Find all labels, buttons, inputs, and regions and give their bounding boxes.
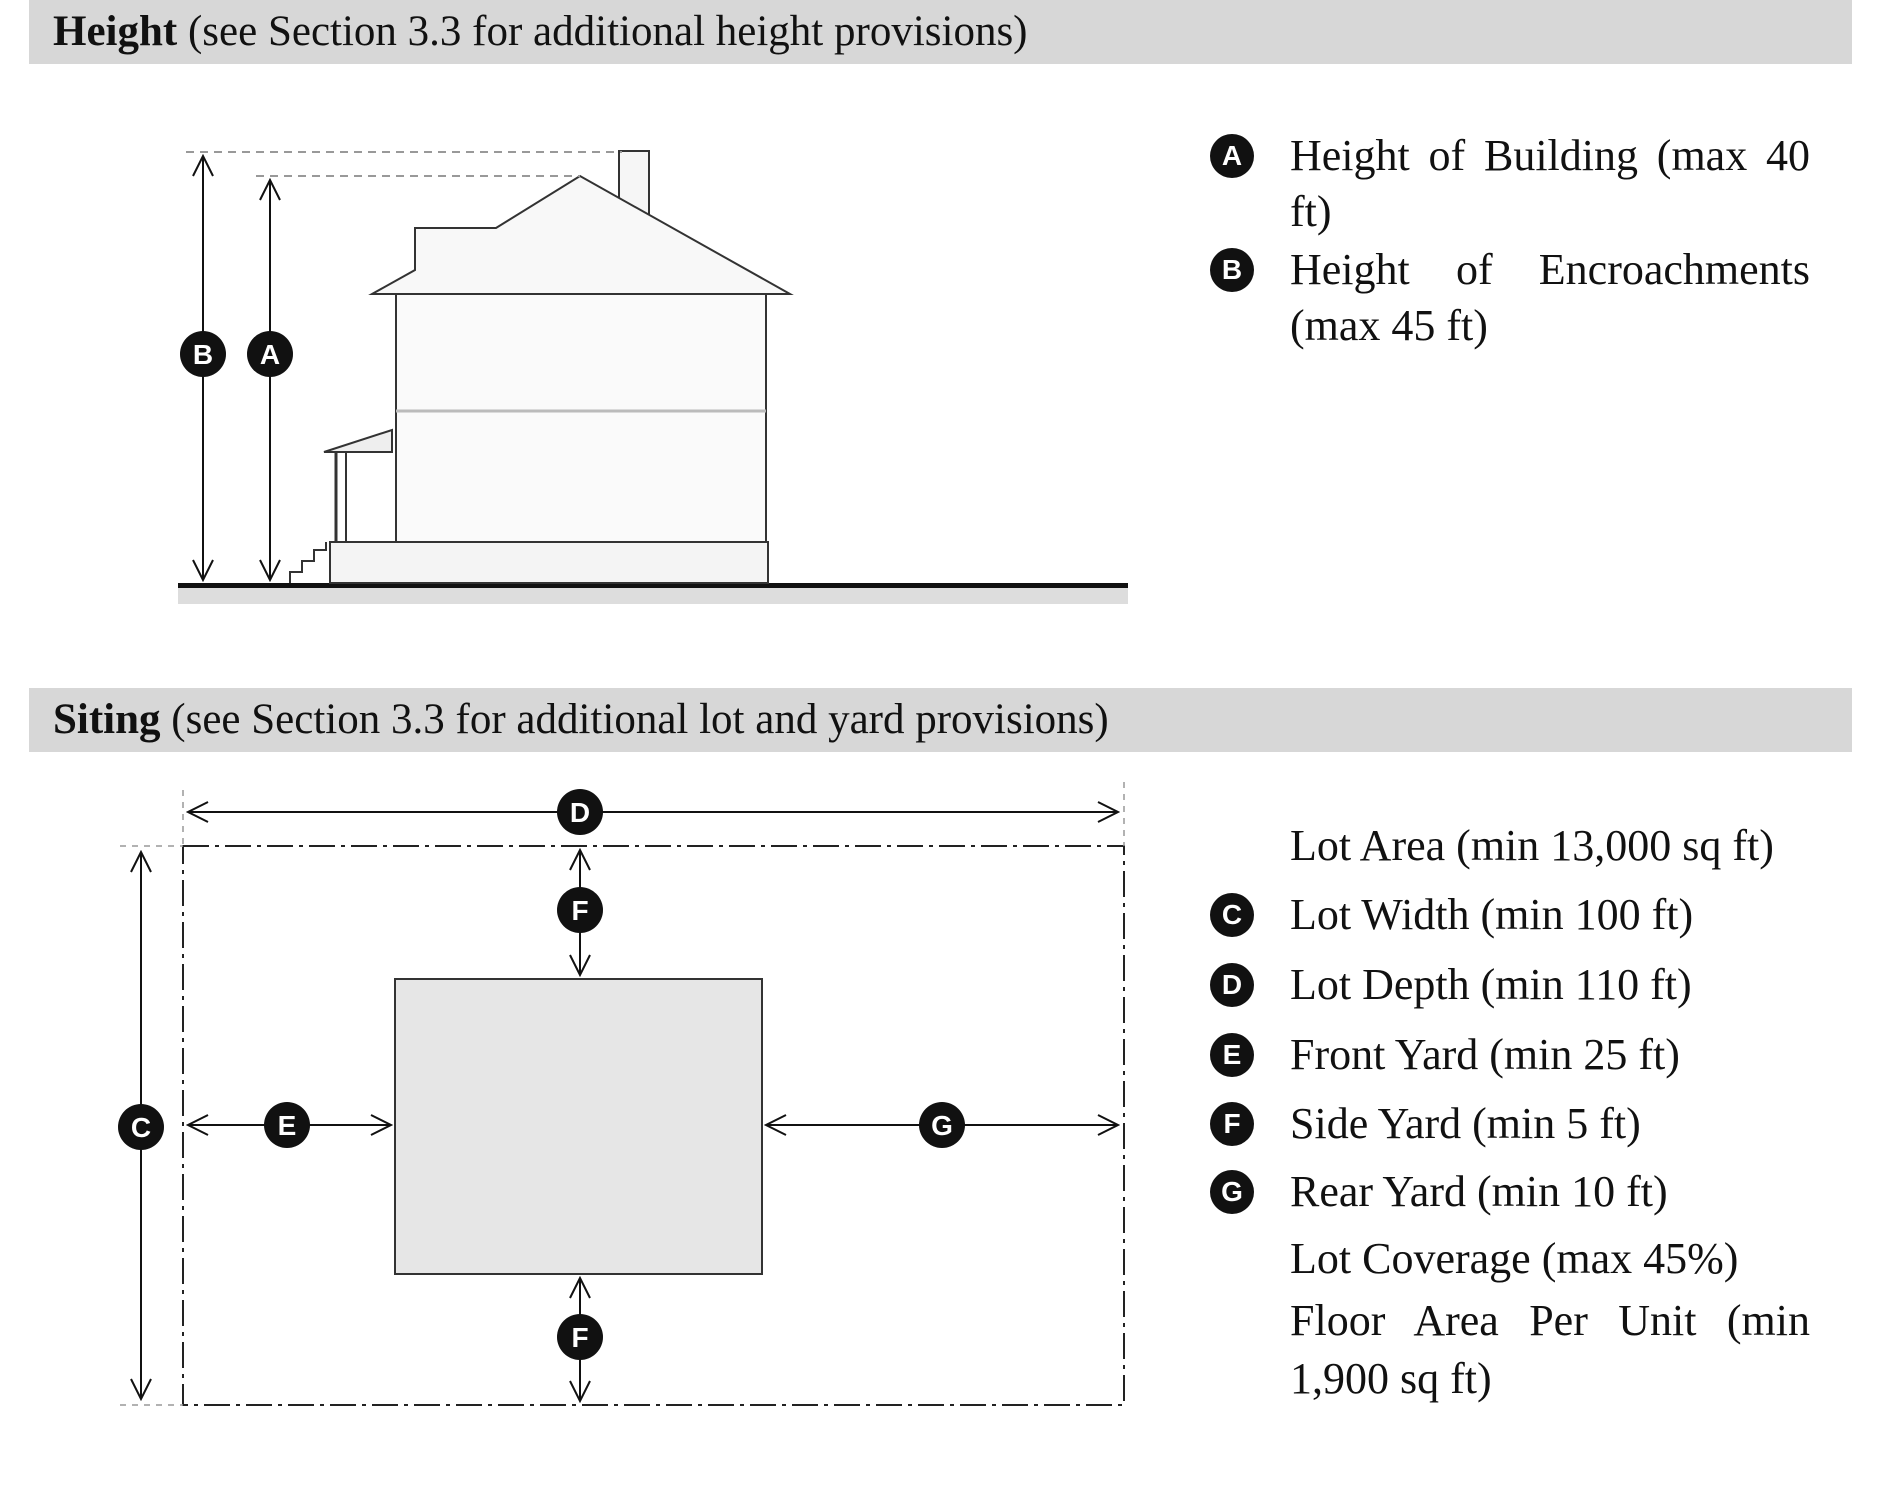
badge-b: B <box>1210 248 1254 292</box>
marker-e <box>264 1102 310 1148</box>
house-body <box>396 294 766 542</box>
marker-f-top <box>557 887 603 933</box>
legend-text: Lot Depth (min 110 ft) <box>1290 960 1692 1009</box>
building-footprint <box>395 979 762 1274</box>
svg-text:F: F <box>571 895 589 926</box>
legend-text: Height of Building (max 40 ft) <box>1290 131 1810 236</box>
house-roof <box>372 176 790 294</box>
svg-text:B: B <box>192 339 214 370</box>
legend-text: Lot Coverage (max 45%) <box>1290 1234 1739 1283</box>
legend-item-side-yard <box>1210 1090 1810 1158</box>
marker-c <box>118 1104 164 1150</box>
legend-item-rear-yard <box>1210 1158 1810 1226</box>
marker-a <box>247 331 293 377</box>
siting-section-subtitle: (see Section 3.3 for additional lot and yard provisions) <box>160 696 1109 743</box>
siting-diagram <box>118 782 1124 1405</box>
height-section-title: Height <box>53 8 178 55</box>
badge-c: C <box>1210 893 1254 937</box>
svg-text:C: C <box>130 1112 152 1143</box>
badge-e: E <box>1210 1033 1254 1077</box>
legend-item-floor-area <box>1210 1292 1810 1408</box>
legend-item-lot-depth <box>1210 950 1810 1020</box>
badge-g: G <box>1210 1170 1254 1214</box>
legend-item-lot-width <box>1210 880 1810 950</box>
legend-item-encroachment-height <box>1210 242 1810 354</box>
svg-text:A: A <box>259 339 281 370</box>
legend-item-front-yard <box>1210 1020 1810 1090</box>
legend-text: Front Yard (min 25 ft) <box>1290 1030 1680 1079</box>
marker-f-bottom <box>557 1314 603 1360</box>
legend-text: Lot Area (min 13,000 sq ft) <box>1290 821 1774 870</box>
height-section-subtitle: (see Section 3.3 for additional height provisions) <box>177 8 1028 55</box>
svg-text:E: E <box>277 1110 297 1141</box>
marker-d <box>557 789 603 835</box>
svg-text:D: D <box>569 797 591 828</box>
marker-g <box>919 1102 965 1148</box>
legend-text: Floor Area Per Unit (min 1,900 sq ft) <box>1290 1296 1810 1403</box>
svg-text:G: G <box>931 1110 953 1141</box>
legend-text: Lot Width (min 100 ft) <box>1290 890 1694 939</box>
porch-roof <box>324 430 392 452</box>
legend-item-building-height <box>1210 128 1810 240</box>
legend-item-lot-coverage <box>1210 1226 1810 1292</box>
house-foundation <box>330 542 768 583</box>
badge-f: F <box>1210 1102 1254 1146</box>
height-diagram <box>178 151 1128 604</box>
siting-section-title: Siting <box>53 696 161 743</box>
legend-text: Rear Yard (min 10 ft) <box>1290 1167 1668 1216</box>
siting-legend <box>1210 818 1810 1408</box>
badge-a: A <box>1210 134 1254 178</box>
marker-b <box>180 331 226 377</box>
svg-text:F: F <box>571 1322 589 1353</box>
legend-text: Side Yard (min 5 ft) <box>1290 1099 1641 1148</box>
height-legend <box>1210 128 1810 354</box>
badge-d: D <box>1210 963 1254 1007</box>
porch-steps <box>290 542 326 583</box>
ground-shadow <box>178 588 1128 604</box>
legend-text: Height of Encroachments (max 45 ft) <box>1290 245 1810 350</box>
legend-item-lot-area <box>1210 818 1810 874</box>
